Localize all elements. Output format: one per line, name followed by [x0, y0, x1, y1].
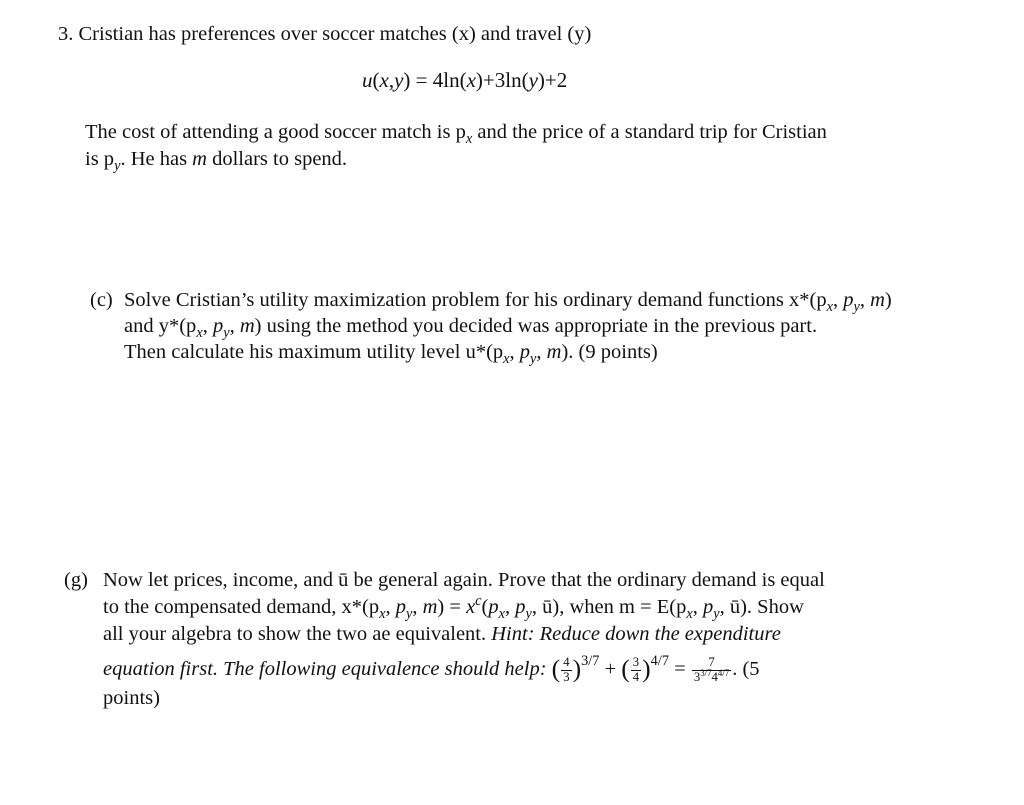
- cost-text-1b: and the price of a standard trip for Cristian: [472, 121, 827, 143]
- part-g-label: (g): [64, 569, 88, 591]
- part-g-text-2: to the compensated demand, x*(p: [103, 596, 380, 618]
- part-c-line-3: Then calculate his maximum utility level $u*(p_x$, $p_y$, m). (9 points): [124, 341, 658, 368]
- part-g-line-4: [103, 653, 760, 684]
- part-g-line-3: [103, 624, 781, 645]
- part-g-text-2c: ). Show: [740, 596, 804, 618]
- part-g-line-2: to the compensated demand, $x*(p_x$, $p_y$, $m) = x^c(p_x$, $p_y$, ū), when $m = E(p_x$, $p_y$, ū). Show: [103, 593, 804, 623]
- cost-text-2c: dollars to spend.: [206, 148, 348, 170]
- cost-text-1: The cost of attending a good soccer match is p: [85, 121, 466, 143]
- problem-intro: Cristian has preferences over soccer matches (x) and travel (y): [78, 23, 592, 45]
- cost-text-2b: . He has: [120, 148, 193, 170]
- part-c-text-3: Then calculate his maximum utility level u*(p: [124, 341, 504, 363]
- part-c-text-2: and y*(p: [124, 315, 197, 337]
- part-c-line-1: Solve Cristian’s utility maximization problem for his ordinary demand functions $x*(p_x$, $p_y$, m): [124, 289, 892, 316]
- cost-line-2: is $p_y$. He has m dollars to spend.: [85, 148, 348, 175]
- part-g-text-4: equation first. The following equivalence should help:: [103, 658, 547, 680]
- part-c-text-2b: ) using the method you decided was appropriate in the previous part.: [254, 315, 818, 337]
- part-c-label: (c): [90, 289, 113, 311]
- part-g-line-5: points): [103, 687, 160, 709]
- utility-equation: u(x,y) = 4ln(x)+3ln(y)+2: [362, 68, 568, 92]
- part-g-hint: Hint: Reduce down the expenditure: [486, 623, 781, 645]
- part-g-text-2b: ), when m = E(p: [552, 596, 687, 618]
- part-c-text-1: Solve Cristian’s utility maximization problem for his ordinary demand functions x*(p: [124, 289, 827, 311]
- part-g-line-1: Now let prices, income, and ū be general again. Prove that the ordinary demand is equal: [103, 569, 825, 591]
- problem-intro-line: [58, 24, 591, 45]
- equivalence-formula: ( $\frac{4}{3}$ )$^{3/7}$ + ( $\frac{3}{4}$ )$^{4/7}$ = $\frac{7}{3^{3/7}4^{4/7}}$: [551, 653, 730, 684]
- part-g-text-3: all your algebra to show the two ae equivalent.: [103, 623, 487, 645]
- part-g-text-4-end: . (5: [732, 658, 760, 680]
- part-c-text-3b: ). (9 points): [561, 341, 658, 363]
- problem-number: 3.: [58, 23, 74, 45]
- cost-line-1: The cost of attending a good soccer match is $p_x$ and the price of a standard trip for Cristian: [85, 121, 827, 148]
- cost-text-2: is p: [85, 148, 115, 170]
- part-c-line-2: and $y*(p_x$, $p_y$, m) using the method you decided was appropriate in the previous part.: [124, 315, 818, 342]
